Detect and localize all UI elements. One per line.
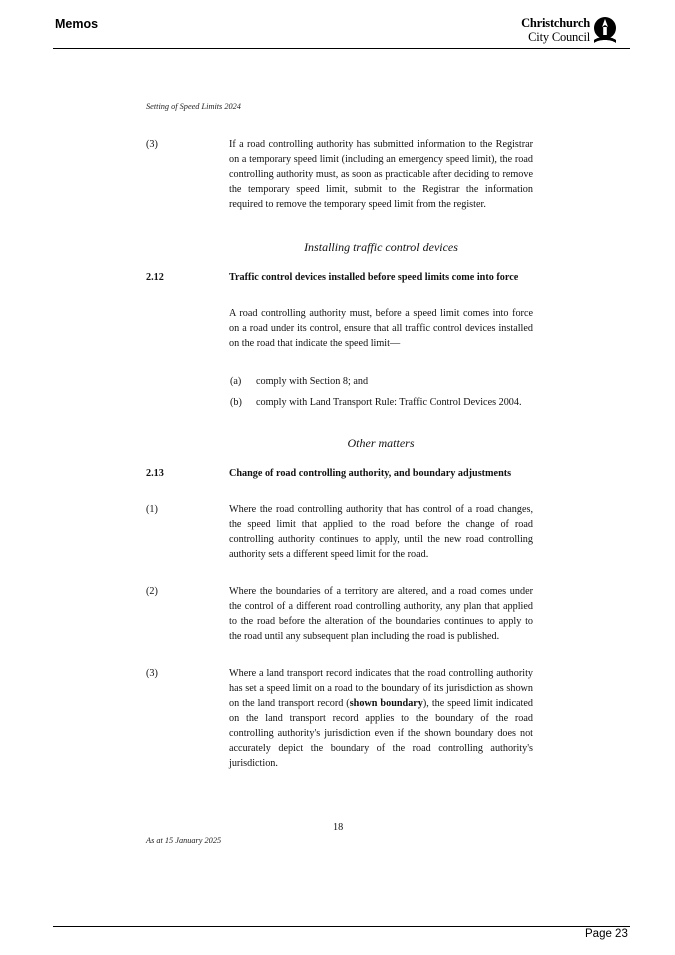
cathedral-icon (592, 16, 618, 44)
logo-line2: City Council (528, 30, 590, 44)
clause-text-part: Where a land transport record indicates that the road controlling authority has set a speed limit on a road to the boundary of its jurisdiction as shown on the land transport record ( (229, 668, 533, 709)
logo-line1: Christchurch (521, 16, 590, 30)
page-number: Page 23 (585, 928, 628, 940)
section-title: Traffic control devices installed before speed limits come into force (229, 272, 519, 283)
footer-rule (53, 926, 630, 927)
list-item: comply with Land Transport Rule: Traffic Control Devices 2004. (256, 397, 522, 408)
clause-number: (1) (146, 504, 158, 515)
folio-number: 18 (333, 822, 344, 833)
list-item: comply with Section 8; and (256, 376, 369, 387)
section-number: 2.13 (146, 468, 164, 479)
section-number: 2.12 (146, 272, 164, 283)
clause-text (229, 666, 533, 771)
section-heading: Installing traffic control devices (304, 240, 458, 254)
running-header: Setting of Speed Limits 2024 (146, 102, 241, 111)
header-rule (53, 48, 630, 49)
list-marker: (b) (230, 397, 242, 408)
as-at-date: As at 15 January 2025 (146, 836, 222, 845)
clause-text: If a road controlling authority has submitted information to the Registrar on a temporary speed limit (including an emergency speed limit), the road controlling authority must, as soon as practicable after deciding to remove the temporary speed limit, submit to the Registrar the information required to remove the temporary speed limit from the register. (229, 139, 533, 210)
section-text: A road controlling authority must, before a speed limit comes into force on a road under its control, ensure that all traffic control devices installed on the road that indicate the speed limit— (229, 308, 533, 349)
clause-number: (2) (146, 586, 158, 597)
clause-text: Where the road controlling authority that has control of a road changes, the speed limit that applied to the road before the change of road controlling authority continues to apply, until the new road controlling authority sets a different speed limit for the road. (229, 504, 533, 560)
clause-text-part: ), the speed limit indicated on the land transport record applies to the boundary of the road controlling authority's jurisdiction even if the shown boundary does not accurately depict the boundary of the road controlling authority's jurisdiction. (229, 698, 533, 769)
section-title: Change of road controlling authority, and boundary adjustments (229, 468, 512, 479)
council-logo (512, 14, 622, 46)
clause-number: (3) (146, 668, 158, 679)
list-marker: (a) (230, 376, 242, 387)
clause-number: (3) (146, 139, 158, 150)
clause-text: Where the boundaries of a territory are altered, and a road comes under the control of a different road controlling authority, any plan that applied to the road before the alteration of the boundaries continues to apply to the road until any subsequent plan including the road is published. (229, 586, 533, 642)
defined-term: shown boundary (349, 698, 423, 709)
section-heading: Other matters (347, 436, 415, 450)
header-title: Memos (55, 17, 99, 31)
